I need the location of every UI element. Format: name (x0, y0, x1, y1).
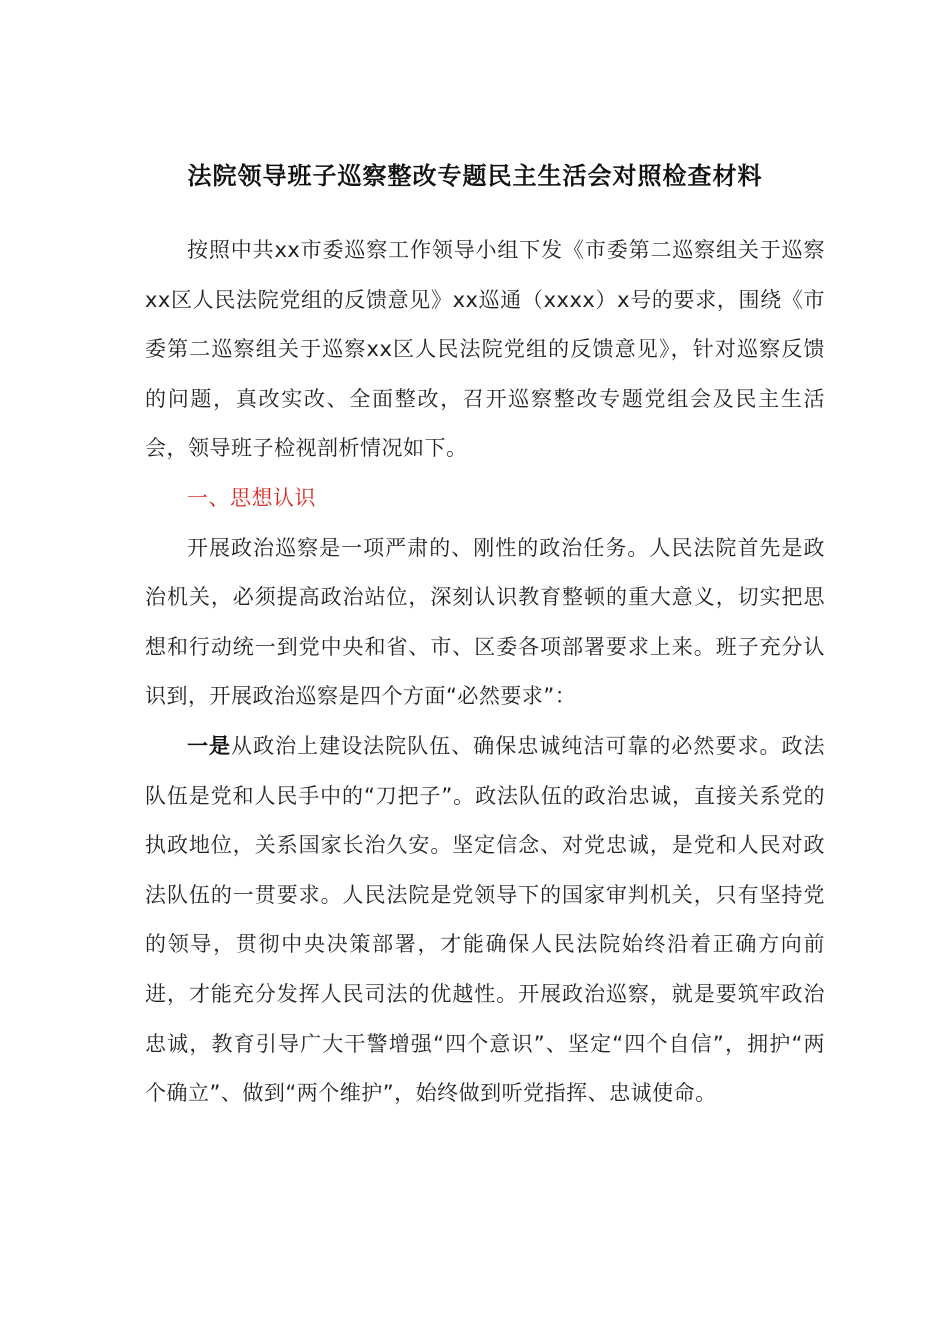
section-heading-thinking: 一、思想认识 (187, 485, 316, 510)
point1-paragraph (145, 722, 825, 1119)
document-body (145, 226, 825, 1119)
point1-text: 从政治上建设法院队伍、确保忠诚纯洁可靠的必然要求。政法队伍是党和人民手中的“刀把子”。政法队伍的政治忠诚，直接关系党的执政地位，关系国家长治久安。坚定信念、对党忠诚，是党和人民对政法队伍的一贯要求。人民法院是党领导下的国家审判机关，只有坚持党的领导，贯彻中央决策部署，才能确保人民法院始终沿着正确方向前进，才能充分发挥人民司法的优越性。开展政治巡察，就是要筑牢政治忠诚，教育引导广大干警增强“四个意识”、坚定“四个自信”，拥护“两个确立”、做到“两个维护”，始终做到听党指挥、忠诚使命。 (145, 733, 826, 1106)
intro-paragraph: 按照中共xx市委巡察工作领导小组下发《市委第二巡察组关于巡察xx区人民法院党组的反馈意见》xx巡通（xxxx）x号的要求，围绕《市委第二巡察组关于巡察xx区人民法院党组的反馈意见》，针对巡察反馈的问题，真改实改、全面整改，召开巡察整改专题党组会及民主生活会，领导班子检视剖析情况如下。 (145, 238, 825, 461)
section1-paragraph: 开展政治巡察是一项严肃的、刚性的政治任务。人民法院首先是政治机关，必须提高政治站位，深刻认识教育整顿的重大意义，切实把思想和行动统一到党中央和省、市、区委各项部署要求上来。班子充分认识到，开展政治巡察是四个方面“必然要求”： (145, 535, 825, 709)
point1-lead: 一是 (187, 733, 232, 758)
document-title: 法院领导班子巡察整改专题民主生活会对照检查材料 (187, 161, 763, 190)
